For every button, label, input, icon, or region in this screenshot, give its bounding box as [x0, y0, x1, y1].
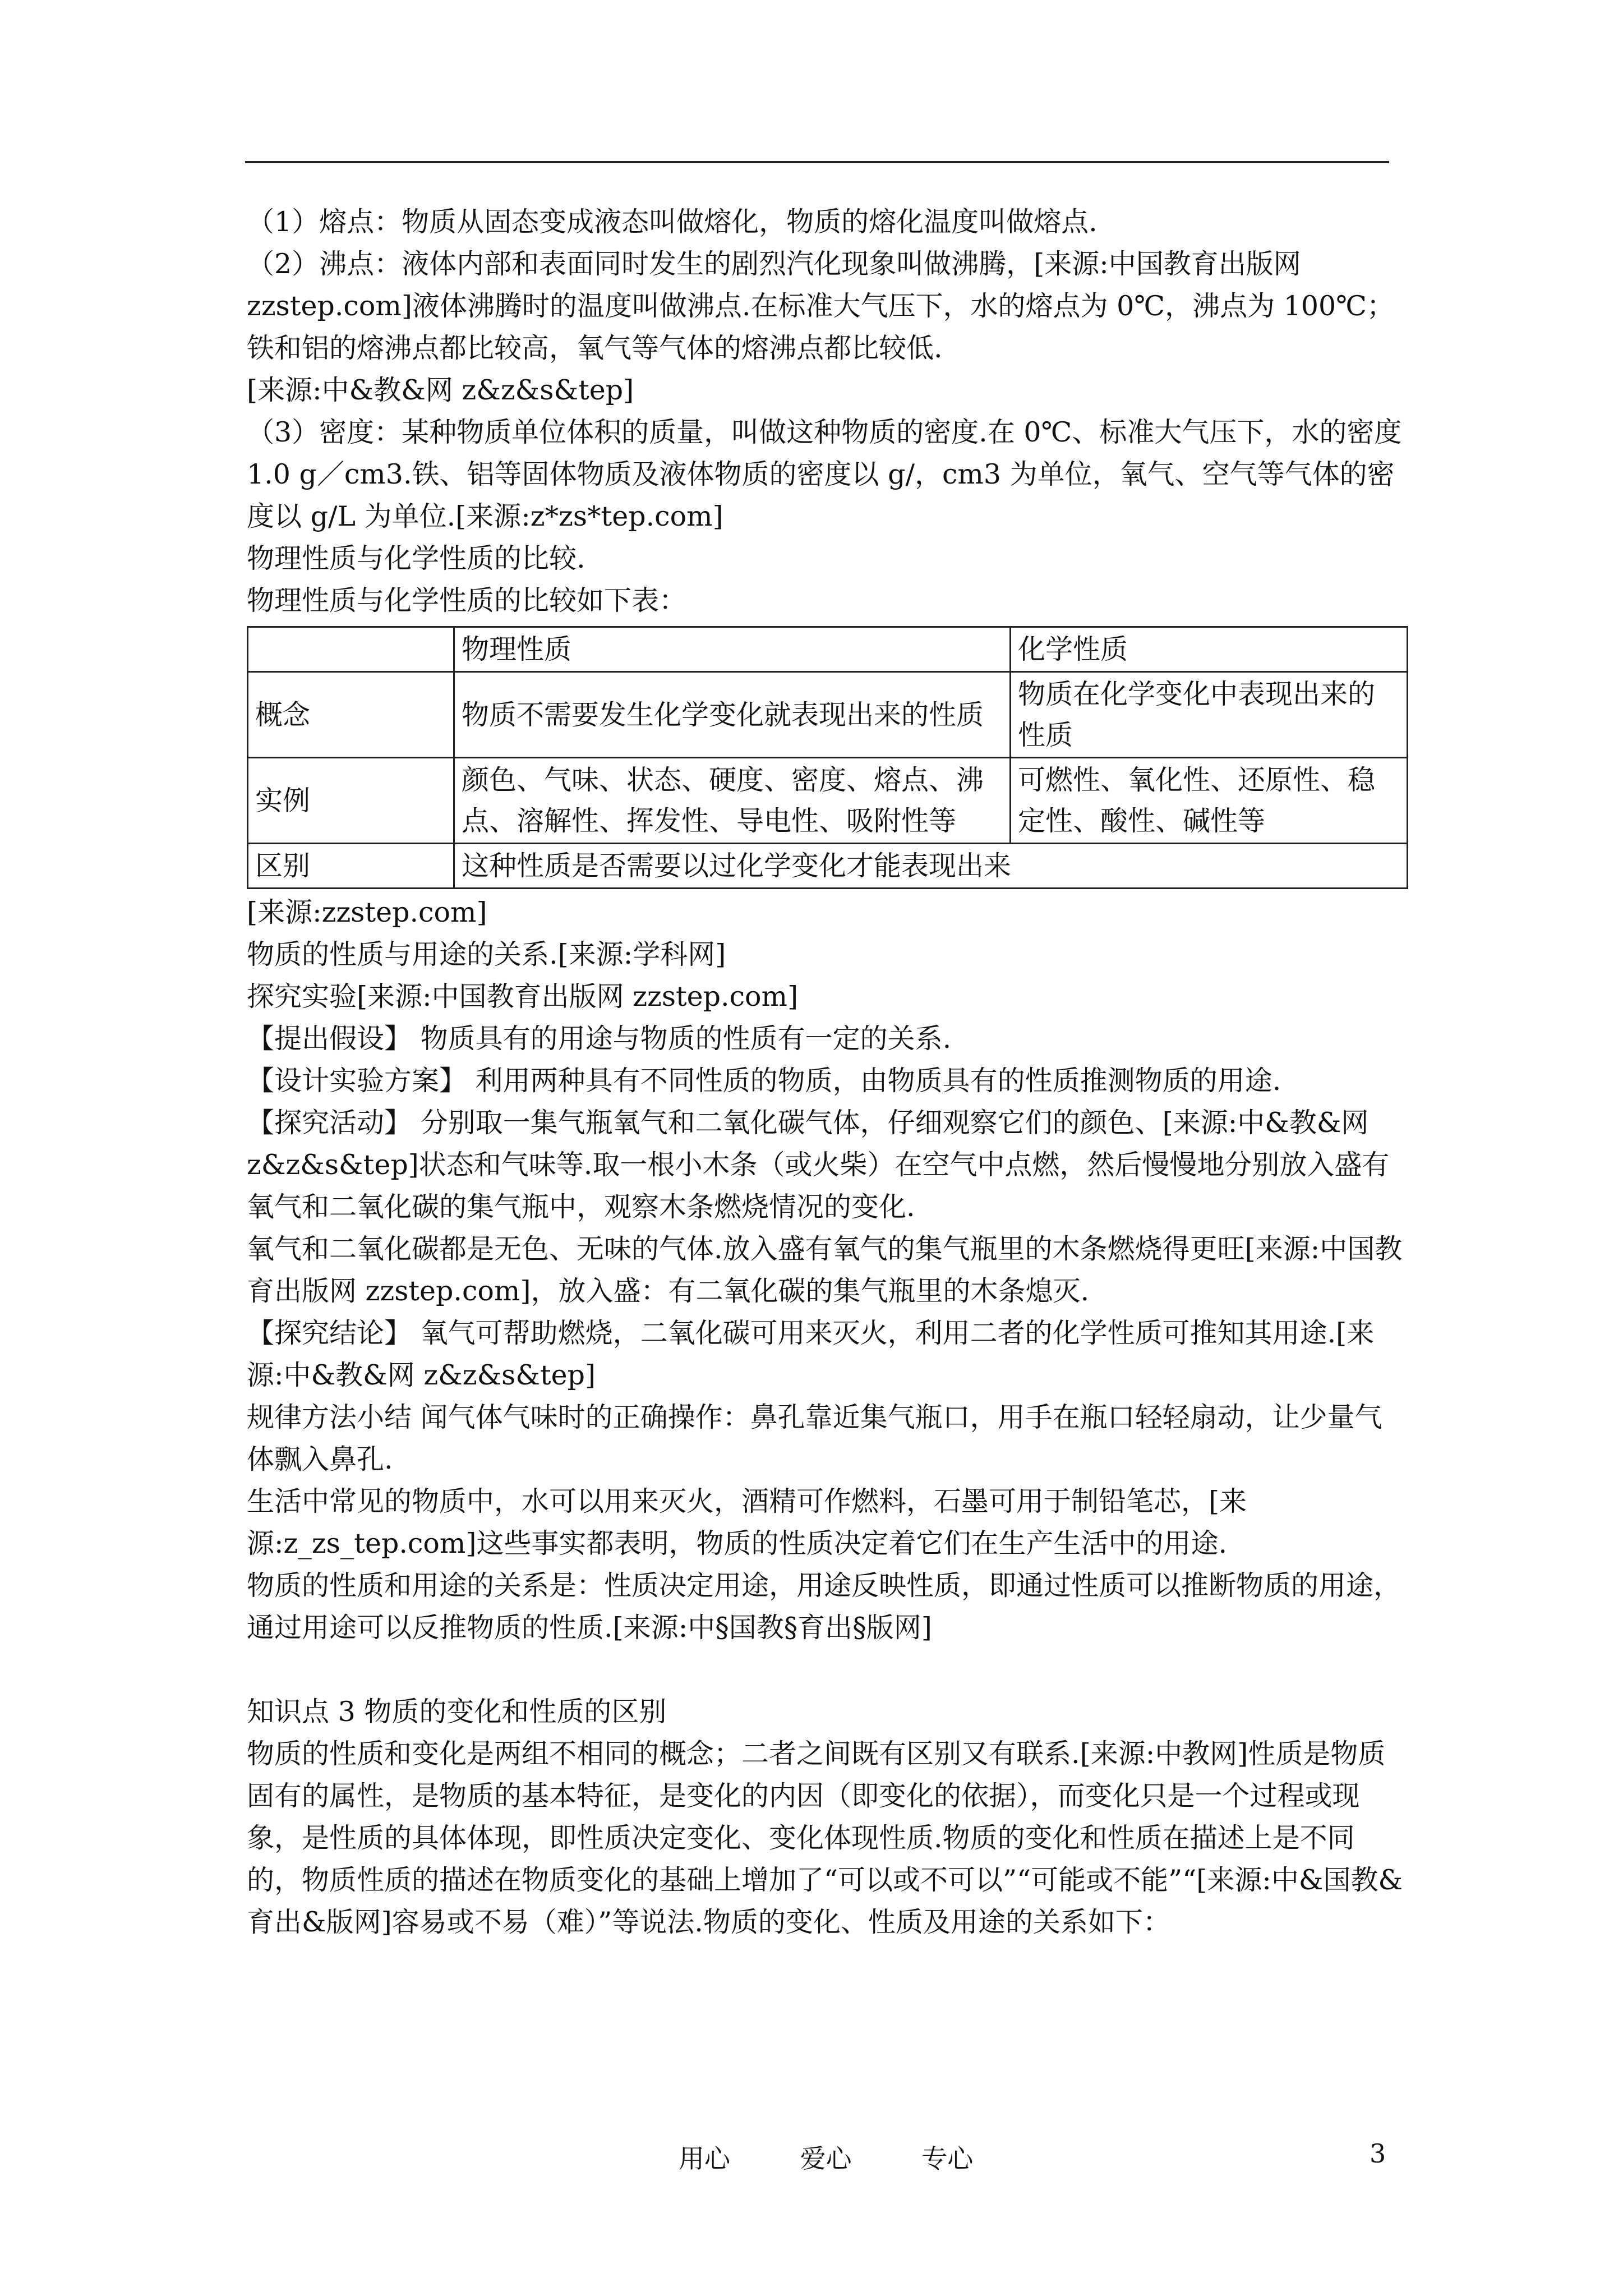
- row-label: 区别: [248, 844, 454, 889]
- table-row: [248, 844, 1408, 889]
- table-header-cell: 化学性质: [1011, 627, 1408, 672]
- paragraph-use-relation: 物质的性质与用途的关系.[来源:学科网]: [247, 938, 726, 970]
- paragraph-table-intro: 物理性质与化学性质的比较如下表：: [247, 585, 687, 616]
- table-cell: 这种性质是否需要以过化学变化才能表现出来: [454, 844, 1408, 889]
- table-row: [248, 758, 1408, 844]
- paragraph-hypothesis: 【提出假设】 物质具有的用途与物质的性质有一定的关系.: [247, 1023, 952, 1055]
- blank-line: [247, 1649, 1408, 1691]
- table-row: [248, 672, 1408, 758]
- paragraph-comparison-heading: 物理性质与化学性质的比较.: [247, 542, 585, 574]
- table-header-row: [248, 627, 1408, 672]
- footer-item: 用心: [679, 2143, 730, 2174]
- paragraph-method-summary: 规律方法小结 闻气体气味时的正确操作：鼻孔靠近集气瓶口，用手在瓶口轻轻扇动，让少量气体飘入鼻孔.: [247, 1401, 1382, 1475]
- header-rule: [245, 161, 1389, 163]
- paragraph-melting-point: （1）熔点：物质从固态变成液态叫做熔化，物质的熔化温度叫做熔点.: [247, 206, 1098, 238]
- paragraph-daily-life: 生活中常见的物质中，水可以用来灭火，酒精可作燃料，石墨可用于制铅笔芯，[来源:z_zs_tep.com]这些事实都表明，物质的性质决定着它们在生产生活中的用途.: [247, 1485, 1247, 1559]
- table-header-cell: 物理性质: [454, 627, 1011, 672]
- table-header-cell: [248, 627, 454, 672]
- paragraph-observation: 氧气和二氧化碳都是无色、无味的气体.放入盛有氧气的集气瓶里的木条燃烧得更旺[来源:中国教育出版网 zzstep.com]，放入盛：有二氧化碳的集气瓶里的木条熄灭.: [247, 1233, 1403, 1307]
- paragraph-design: 【设计实验方案】 利用两种具有不同性质的物质，由物质具有的性质推测物质的用途.: [247, 1065, 1281, 1097]
- section-heading: 知识点 3 物质的变化和性质的区别: [247, 1696, 667, 1728]
- paragraph-experiment: 探究实验[来源:中国教育出版网 zzstep.com]: [247, 981, 799, 1013]
- comparison-table: [247, 626, 1408, 889]
- table-cell: 物质在化学变化中表现出来的性质: [1011, 672, 1408, 758]
- paragraph-activity: 【探究活动】 分别取一集气瓶氧气和二氧化碳气体，仔细观察它们的颜色、[来源:中&教&网 z&z&s&tep]状态和气味等.取一根小木条（或火柴）在空气中点燃，然后慢慢地分别放入盛有氧气和二氧化碳的集气瓶中，观察木条燃烧情况的变化.: [247, 1107, 1390, 1223]
- paragraph-boiling-point: （2）沸点：液体内部和表面同时发生的剧烈汽化现象叫做沸腾，[来源:中国教育出版网zzstep.com]液体沸腾时的温度叫做沸点.在标准大气压下，水的熔点为 0℃，沸点为 100℃；铁和铝的熔沸点都比较高，氧气等气体的熔沸点都比较低.: [247, 248, 1394, 364]
- paragraph-property-use: 物质的性质和用途的关系是：性质决定用途，用途反映性质，即通过性质可以推断物质的用途，通过用途可以反推物质的性质.[来源:中§国教§育出§版网]: [247, 1570, 1401, 1644]
- paragraph-conclusion: 【探究结论】 氧气可帮助燃烧，二氧化碳可用来灭火，利用二者的化学性质可推知其用途.[来源:中&教&网 z&z&s&tep]: [247, 1317, 1375, 1391]
- footer-item: 专心: [921, 2143, 974, 2174]
- row-label: 概念: [248, 672, 454, 758]
- footer-motto: [679, 2138, 1007, 2175]
- page-number: 3: [1370, 2138, 1386, 2169]
- table-cell: 物质不需要发生化学变化就表现出来的性质: [454, 672, 1011, 758]
- footer-item: 爱心: [800, 2143, 852, 2174]
- table-cell: 颜色、气味、状态、硬度、密度、熔点、沸点、溶解性、挥发性、导电性、吸附性等: [454, 758, 1011, 844]
- page-content: [247, 201, 1408, 1943]
- paragraph-change-vs-property: 物质的性质和变化是两组不相同的概念；二者之间既有区别又有联系.[来源:中教网]性质是物质固有的属性，是物质的基本特征，是变化的内因（即变化的依据），而变化只是一个过程或现象，是性质的具体体现，即性质决定变化、变化体现性质.物质的变化和性质在描述上是不同的，物质性质的描述在物质变化的基础上增加了“可以或不可以”“可能或不能”“[来源:中&国教&育出&版网]容易或不易（难）”等说法.物质的变化、性质及用途的关系如下：: [247, 1738, 1403, 1938]
- paragraph-density: （3）密度：某种物质单位体积的质量，叫做这种物质的密度.在 0℃、标准大气压下，水的密度 1.0 g／cm3.铁、铝等固体物质及液体物质的密度以 g/，cm3 为单位，氧气、空气等气体的密度以 g/L 为单位.[来源:z*zs*tep.com]: [247, 416, 1402, 532]
- row-label: 实例: [248, 758, 454, 844]
- paragraph-source: [来源:zzstep.com]: [247, 896, 487, 928]
- table-cell: 可燃性、氧化性、还原性、稳定性、酸性、碱性等: [1011, 758, 1408, 844]
- paragraph-source-note: [来源:中&教&网 z&z&s&tep]: [247, 374, 634, 406]
